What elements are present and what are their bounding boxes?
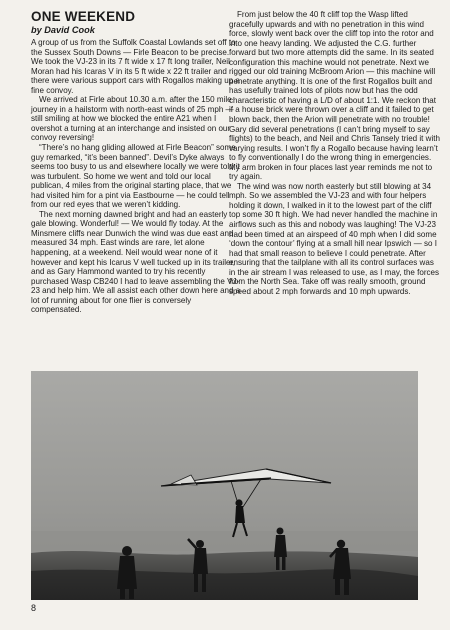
- paragraph: “There’s no hang gliding allowed at Firle Beacon” some guy remarked, “it’s been banned”. Devil’s Dyke always seems too busy to us and elsewhere locally we were told it was turbulent. So home we went and told our local publican, 4 miles from the original starting place, that we had visited him for a pint via Eastbourne — he could tell from our red eyes that we weren’t kidding.: [31, 143, 240, 210]
- photo-illustration: [31, 371, 418, 600]
- right-column: [229, 10, 441, 296]
- paragraph: The wind was now north easterly but still blowing at 34 mph. So we assembled the VJ-23 and with four helpers holding it down, I walked in it to the lowest part of the cliff top some 30 ft high. We had never handled the machine in airflows such as this and nobody was laughing! The VJ-23 had been timed at an airspeed of 40 mph when I did some ‘down the contour’ flying at a small hill near Ipswich — so I had that small reason to believe I could penetrate. After ensuring that the tailplane with all its control surfaces was in the air stream I was released to use, as I may, the forces from the North Sea. Take off was really smooth, ground speed about 2 mph forwards and 10 mph upwards.: [229, 181, 440, 296]
- article-byline: by David Cook: [31, 25, 95, 35]
- hang-glider-photo: [31, 371, 418, 600]
- paragraph: A group of us from the Suffolk Coastal Lowlands set off to the Sussex South Downs — Firle Beacon to be precise. We took the VJ-23 in its 7 ft wide x 17 ft long trailer, Neil Moran had his Icaras V in its 5 ft wide x 22 ft trailer and there were various support cars with Rogallos making up a fine convoy.: [31, 38, 240, 95]
- page-number: 8: [31, 603, 37, 613]
- paragraph: The next morning dawned bright and had an easterly gale blowing. Wonderful! — We would fly today. At the Minsmere cliffs near Dunwich the wind was due east and measured 34 mph. East winds are rare, let alone happening, at a weekend. Neil would wear none of it however and kept his Icarus V well tucked up in its trailer, and as Gary Hammond wanted to try his recently purchased Wasp CB240 I had to leave assembling the VJ-23 and help him. We all assist each other down here and a lot of running about for one flier is conversely compensated.: [31, 209, 241, 315]
- paragraph: We arrived at Firle about 10.30 a.m. after the 150 mile journey in a hailstorm with north-east winds of 25 mph — still smiling at how we blocked the entire A21 when I overshot a turning at an interchange and insisted on our convoy reversing!: [31, 95, 234, 143]
- paragraph: From just below the 40 ft cliff top the Wasp lifted gracefully upwards and with no penetration in this wind force, slowly went back over the cliff top into the rotor and into one heavy landing. We adjusted the C.G. further forward but two more attempts did the same. In its seated configuration this machine would not penetrate. Next we rigged our old training McBroom Arion — this machine will penetrate anything. It is one of the first Rogallos built and has usefully trained lots of pilots now but has the odd characteristic of having a L/D of about 1:1. We reckon that if a house brick were thrown over a cliff and it failed to get blown back, then the Arion will penetrate with no trouble! Gary did several penetrations (I can’t bring myself to say flights) to the beach, and Neil and Chris Tansely tried it with varying results. I won’t fly a Rogallo because having learn’t to fly conventionally I do the wrong thing in emergencies. My arm broken in four places last year reminds me not to try again.: [229, 10, 440, 182]
- left-column: [31, 10, 243, 315]
- article-title: ONE WEEKEND: [31, 9, 136, 24]
